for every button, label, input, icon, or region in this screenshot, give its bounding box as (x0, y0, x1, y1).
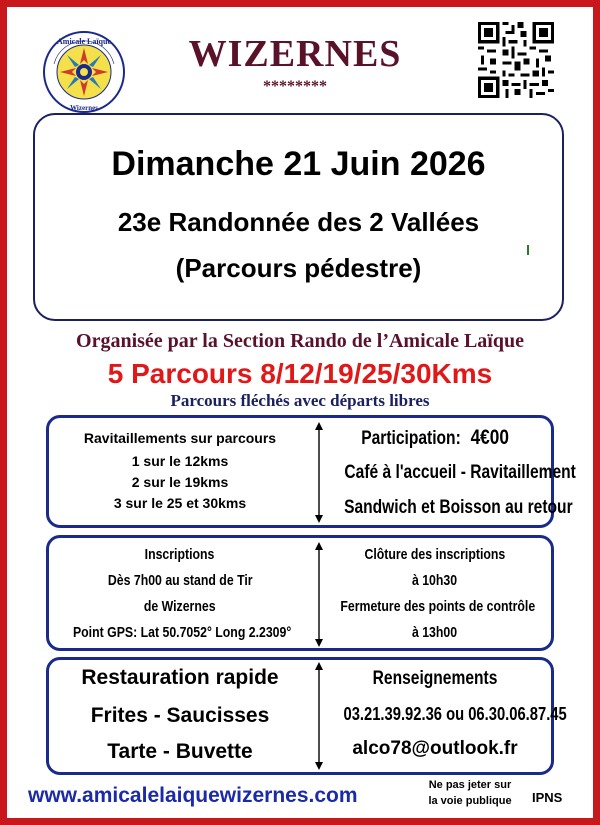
amicale-laique-logo (42, 30, 126, 114)
closing-heading: Clôture des inscriptions (364, 546, 506, 563)
supplies-heading: Ravitaillements sur parcours (83, 430, 277, 446)
food-heading: Restauration rapide (81, 666, 279, 689)
svg-text:Amicale Laïque: Amicale Laïque (57, 37, 111, 46)
checkpoint-heading: Fermeture des points de contrôle (340, 598, 536, 615)
registration-line: Dès 7h00 au stand de Tir (107, 572, 253, 589)
contact-email-link[interactable]: alco78@outlook.fr (352, 738, 518, 759)
litter-notice-line: la voie publique (428, 795, 512, 807)
website-link[interactable]: www.amicalelaiquewizernes.com (28, 784, 358, 807)
title-stars: ******** (263, 78, 327, 95)
supplies-box (46, 415, 576, 528)
town-title: WIZERNES (188, 33, 402, 75)
svg-text:Wizernes: Wizernes (70, 104, 98, 112)
registration-box (46, 535, 554, 651)
gps-coordinates: Point GPS: Lat 50.7052° Long 2.2309° (72, 624, 292, 641)
supplies-line: 1 sur le 12kms (131, 453, 229, 469)
event-name: 23e Randonnée des 2 Vallées (117, 207, 480, 237)
ipns-label: IPNS (532, 790, 563, 805)
event-type: (Parcours pédestre) (175, 253, 422, 283)
closing-time: à 10h30 (412, 572, 458, 589)
contact-heading: Renseignements (372, 668, 498, 689)
marked-routes-line: Parcours fléchés avec départs libres (170, 391, 430, 410)
decorative-mark (527, 245, 529, 255)
registration-heading: Inscriptions (145, 546, 215, 563)
registration-line: de Wizernes (144, 598, 216, 615)
welcome-coffee-line: Café à l'accueil - Ravitaillement (344, 462, 576, 483)
event-box (33, 113, 564, 321)
participation-price: 4€00 (470, 426, 509, 449)
supplies-line: 3 sur le 25 et 30kms (113, 495, 247, 511)
qr-code[interactable] (478, 22, 554, 98)
litter-notice-line: Ne pas jeter sur (428, 779, 512, 791)
litter-notice (420, 777, 520, 809)
food-line: Tarte - Buvette (107, 740, 253, 763)
food-line: Frites - Saucisses (90, 704, 270, 727)
routes-headline: 5 Parcours 8/12/19/25/30Kms (107, 358, 493, 389)
food-info-box (46, 657, 567, 775)
organizer-line: Organisée par la Section Rando de l’Amicale Laïque (76, 330, 524, 352)
checkpoint-time: à 13h00 (412, 624, 458, 641)
participation-label: Participation: (361, 428, 461, 449)
phone-numbers[interactable]: 03.21.39.92.36 ou 06.30.06.87.45 (343, 704, 567, 724)
participation-line (319, 426, 551, 450)
return-sandwich-line: Sandwich et Boisson au retour (344, 497, 573, 518)
supplies-line: 2 sur le 19kms (131, 474, 229, 490)
event-date: Dimanche 21 Juin 2026 (111, 145, 486, 183)
